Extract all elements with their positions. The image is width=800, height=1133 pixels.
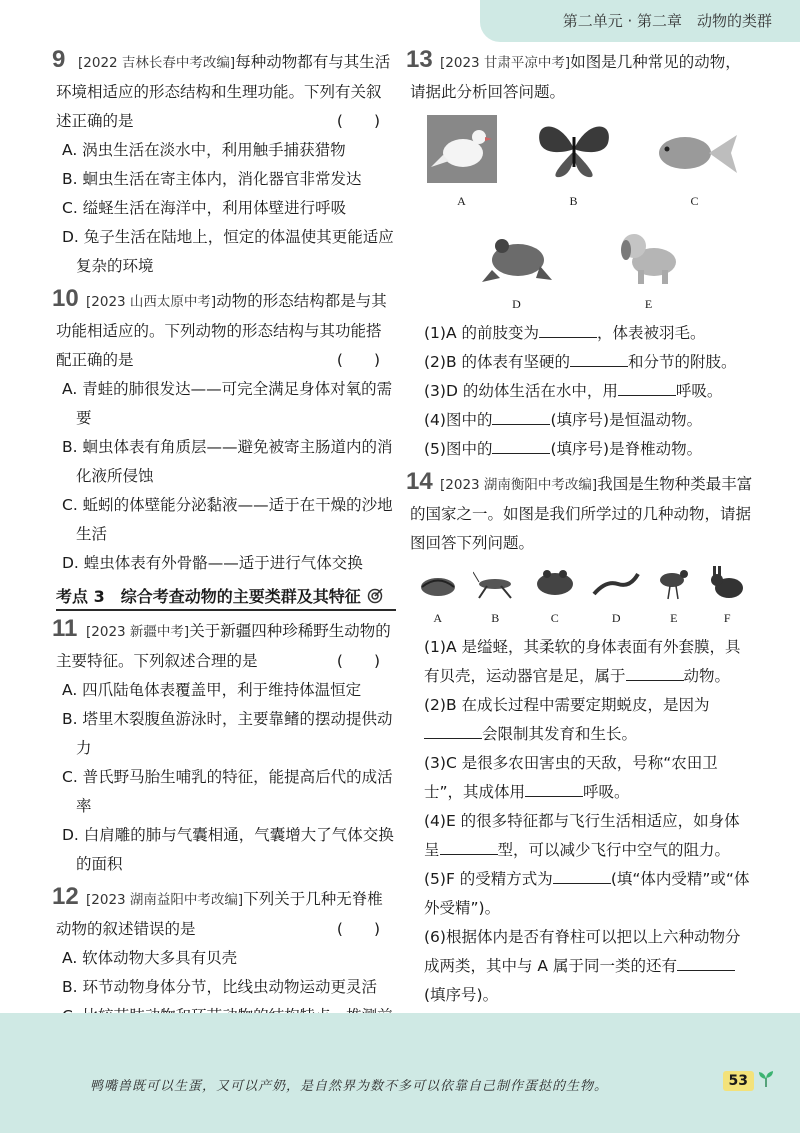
- frog-icon: [533, 566, 577, 600]
- animal-figure-row-2: [410, 224, 755, 319]
- answer-blank[interactable]: [570, 352, 628, 367]
- question-stem: 每种动物都有与其生活环境相适应的形态结构和生理功能。下列有关叙述正确的是: [56, 53, 391, 130]
- animal-a: [418, 570, 458, 633]
- butterfly-icon: [530, 115, 618, 183]
- option-d: D. 白肩雕的肺与气囊相通，气囊增大了气体交换的面积: [62, 826, 394, 873]
- animal-b: [530, 115, 618, 216]
- animal-f: [707, 566, 747, 633]
- question-stem: 我国是生物种类最丰富的国家之一。如图是我们所学过的几种动物，请据图回答下列问题。: [410, 475, 753, 552]
- rabbit-icon: [707, 566, 747, 600]
- question-number: 13: [406, 46, 433, 73]
- pigeon-icon: [427, 115, 497, 183]
- sub-question-1: (1)A 的前肢变为 ，体表被羽毛。: [424, 324, 706, 342]
- target-icon: [367, 588, 383, 604]
- section-heading: [56, 584, 396, 611]
- page-header-title: 第二单元 · 第二章 动物的类群: [562, 12, 772, 30]
- frog-icon: [480, 226, 554, 286]
- figure-label: D: [512, 297, 521, 311]
- question-number: 9: [52, 46, 66, 73]
- puppy-icon: [612, 224, 686, 286]
- sub-question-6: (6)根据体内是否有脊柱可以把以上六种动物分成两类，其中与 A 属于同一类的还有(填序号)。: [424, 928, 741, 1004]
- answer-blank[interactable]: [539, 323, 597, 338]
- option-d: D. 蝗虫体表有外骨骼——适于进行气体交换: [62, 554, 363, 572]
- animal-c: [651, 123, 739, 216]
- figure-label: F: [723, 611, 731, 625]
- option-b: B. 蛔虫体表有角质层——避免被寄主肠道内的消化液所侵蚀: [62, 438, 393, 485]
- question-14: [406, 468, 755, 1010]
- question-source: [2022 吉林长春中考改编]: [78, 55, 236, 71]
- figure-label: A: [433, 611, 443, 625]
- question-stem: 下列关于几种无脊椎动物的叙述错误的是: [56, 890, 383, 938]
- question-number: 11: [52, 615, 78, 642]
- answer-blank[interactable]: [618, 381, 676, 396]
- answer-blank[interactable]: [677, 956, 735, 971]
- sub-question-2: (2)B 在成长过程中需要定期蜕皮，是因为会限制其发育和生长。: [424, 696, 710, 743]
- figure-label: E: [670, 611, 678, 625]
- option-c: C. 蚯蚓的体壁能分泌黏液——适于在干燥的沙地生活: [62, 496, 393, 543]
- figure-label: B: [491, 611, 500, 625]
- option-a: A. 涡虫生活在淡水中，利用触手捕获猎物: [62, 141, 346, 159]
- question-stem: 如图是几种常见的动物，请据此分析回答问题。: [410, 53, 741, 101]
- question-source: [2023 湖南衡阳中考改编]: [440, 477, 598, 493]
- question-number: 14: [406, 468, 433, 495]
- sub-question-3: (3)C 是很多农田害虫的天敌，号称“农田卫士”，其成体用 呼吸。: [424, 754, 718, 801]
- option-a: A. 青蛙的肺很发达——可完全满足身体对氧的需要: [62, 380, 393, 427]
- animal-b: [473, 570, 517, 633]
- animal-e: [656, 566, 692, 633]
- question-number: 10: [52, 285, 79, 312]
- answer-blank[interactable]: [553, 869, 611, 884]
- animal-c: [533, 566, 577, 633]
- question-13: [406, 46, 755, 464]
- sub-question-1: (1)A 是缢蛏，其柔软的身体表面有外套膜，具有贝壳，运动器官是足，属于 动物。: [424, 638, 741, 685]
- answer-paren: ( ): [336, 112, 380, 130]
- figure-label: B: [569, 194, 578, 208]
- figure-label: C: [550, 611, 559, 625]
- animal-a: [427, 115, 497, 216]
- header-bar: [480, 0, 800, 42]
- question-source: [2023 新疆中考]: [86, 624, 190, 640]
- goldfish-icon: [651, 123, 739, 183]
- lizard-icon: [592, 570, 640, 600]
- option-d: D. 兔子生活在陆地上，恒定的体温使其更能适应复杂的环境: [62, 228, 394, 275]
- answer-paren: ( ): [336, 920, 380, 938]
- option-b: B. 蛔虫生活在寄主体内，消化器官非常发达: [62, 170, 362, 188]
- question-source: [2023 甘肃平凉中考]: [440, 55, 571, 71]
- question-9: [52, 46, 396, 281]
- page-number: 53: [723, 1071, 754, 1091]
- bird-icon: [656, 566, 692, 600]
- figure-label: A: [457, 194, 466, 208]
- figure-label: D: [611, 611, 621, 625]
- footer: [0, 1013, 800, 1133]
- left-column: [52, 46, 396, 1124]
- question-stem: 动物的形态结构都是与其功能相适应的。下列动物的形态结构与其功能搭配正确的是: [56, 292, 387, 369]
- animal-d: [480, 226, 554, 319]
- animal-figure-row-1: [410, 115, 755, 216]
- animal-d: [592, 570, 640, 633]
- option-c: C. 普氏野马胎生哺乳的特征，能提高后代的成活率: [62, 768, 393, 815]
- answer-blank[interactable]: [440, 840, 498, 855]
- question-stem: 关于新疆四种珍稀野生动物的主要特征。下列叙述合理的是: [56, 622, 391, 670]
- section-title: 考点 3 综合考查动物的主要类群及其特征: [56, 587, 361, 606]
- answer-paren: ( ): [336, 351, 380, 369]
- sub-question-4: (4)图中的 (填序号)是恒温动物。: [424, 411, 703, 429]
- footer-quote: 鸭嘴兽既可以生蛋，又可以产奶，是自然界为数不多可以依靠自己制作蛋挞的生物。: [90, 1079, 609, 1094]
- question-11: [52, 615, 396, 879]
- option-b: B. 塔里木裂腹鱼游泳时，主要靠鳍的摆动提供动力: [62, 710, 393, 757]
- sprout-icon: [756, 1069, 776, 1089]
- clam-icon: [418, 570, 458, 600]
- right-column: [406, 46, 755, 1016]
- figure-label: C: [690, 194, 699, 208]
- sub-question-3: (3)D 的幼体生活在水中，用 呼吸。: [424, 382, 723, 400]
- answer-paren: ( ): [336, 652, 380, 670]
- figure-label: E: [644, 297, 653, 311]
- question-source: [2023 湖南益阳中考改编]: [86, 892, 244, 908]
- answer-blank[interactable]: [626, 666, 684, 681]
- answer-blank[interactable]: [492, 439, 550, 454]
- sub-question-4: (4)E 的很多特征都与飞行生活相适应，如身体呈 型，可以减少飞行中空气的阻力。: [424, 812, 740, 859]
- sub-question-5: (5)图中的 (填序号)是脊椎动物。: [424, 440, 703, 458]
- animal-figure-row-3: [410, 566, 755, 633]
- answer-blank[interactable]: [525, 782, 583, 797]
- animal-e: [612, 224, 686, 319]
- question-10: [52, 285, 396, 578]
- question-number: 12: [52, 883, 79, 910]
- option-a: A. 软体动物大多具有贝壳: [62, 949, 238, 967]
- grasshopper-icon: [473, 570, 517, 600]
- option-b: B. 环节动物身体分节，比线虫动物运动更灵活: [62, 978, 377, 996]
- option-a: A. 四爪陆龟体表覆盖甲，利于维持体温恒定: [62, 681, 362, 699]
- option-c: C. 缢蛏生活在海洋中，利用体壁进行呼吸: [62, 199, 347, 217]
- answer-blank[interactable]: [424, 724, 482, 739]
- sub-question-2: (2)B 的体表有坚硬的 和分节的附肢。: [424, 353, 737, 371]
- question-source: [2023 山西太原中考]: [86, 294, 217, 310]
- answer-blank[interactable]: [492, 410, 550, 425]
- sub-question-5: (5)F 的受精方式为 (填“体内受精”或“体外受精”)。: [424, 870, 750, 917]
